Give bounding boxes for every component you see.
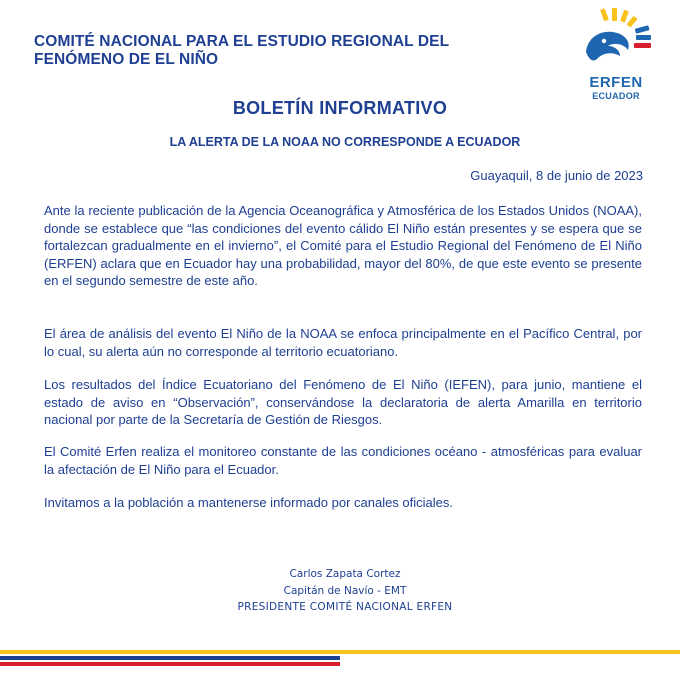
paragraph-noaa-analysis-area: El área de análisis del evento El Niño de la NOAA se enfoca principalmente en el Pacífico Central, por lo cual, su alerta aún no corresponde al territorio ecuatoriano. — [44, 326, 642, 359]
logo-country: ECUADOR — [592, 91, 640, 101]
stripe-blue — [0, 656, 340, 660]
paragraph-noaa-announcement: Ante la reciente publicación de la Agencia Oceanográfica y Atmosférica de los Estados Unidos (NOAA), donde se establece que “las condiciones del evento cálido El Niño están presentes y se espera que se fortalezcan gradualmente en el invierno”, el Comité para el Estudio Regional del Fenómeno de El Niño (ERFEN) aclara que en Ecuador hay una probabilidad, mayor del 80%, de que este evento se presente en el segundo semestre de este año. — [44, 203, 642, 288]
stripe-red — [0, 662, 340, 666]
bulletin-subtitle: LA ALERTA DE LA NOAA NO CORRESPONDE A ECUADOR — [169, 135, 521, 149]
signature-role: PRESIDENTE COMITÉ NACIONAL ERFEN — [237, 601, 453, 613]
bulletin-title: BOLETÍN INFORMATIVO — [232, 98, 448, 118]
organization-title-line1: COMITÉ NACIONAL PARA EL ESTUDIO REGIONAL DEL — [34, 33, 450, 50]
footer-stripes — [0, 650, 680, 680]
signature-rank: Capitán de Navío - EMT — [283, 585, 407, 597]
paragraph-monitoring: El Comité Erfen realiza el monitoreo constante de las condiciones océano - atmosféricas para evaluar la afectación de El Niño para el Ecuador. — [44, 444, 642, 477]
bulletin-date: Guayaquil, 8 de junio de 2023 — [470, 168, 643, 183]
organization-title — [34, 33, 514, 69]
erfen-logo-emblem — [580, 6, 660, 76]
signature-name: Carlos Zapata Cortez — [289, 568, 401, 580]
paragraph-invitation: Invitamos a la población a mantenerse informado por canales oficiales. — [44, 495, 454, 510]
organization-title-line2: FENÓMENO DE EL NIÑO — [34, 51, 219, 68]
stripe-yellow — [0, 650, 680, 654]
erfen-logo — [580, 6, 660, 102]
paragraph-iefen-results: Los resultados del Índice Ecuatoriano del Fenómeno de El Niño (IEFEN), para junio, mantiene el estado de aviso en “Observación”, conservándose la declaratoria de alerta Amarilla en territorio nacional por parte de la Secretaría de Gestión de Riesgos. — [44, 377, 642, 427]
logo-wordmark: ERFEN — [589, 74, 643, 91]
